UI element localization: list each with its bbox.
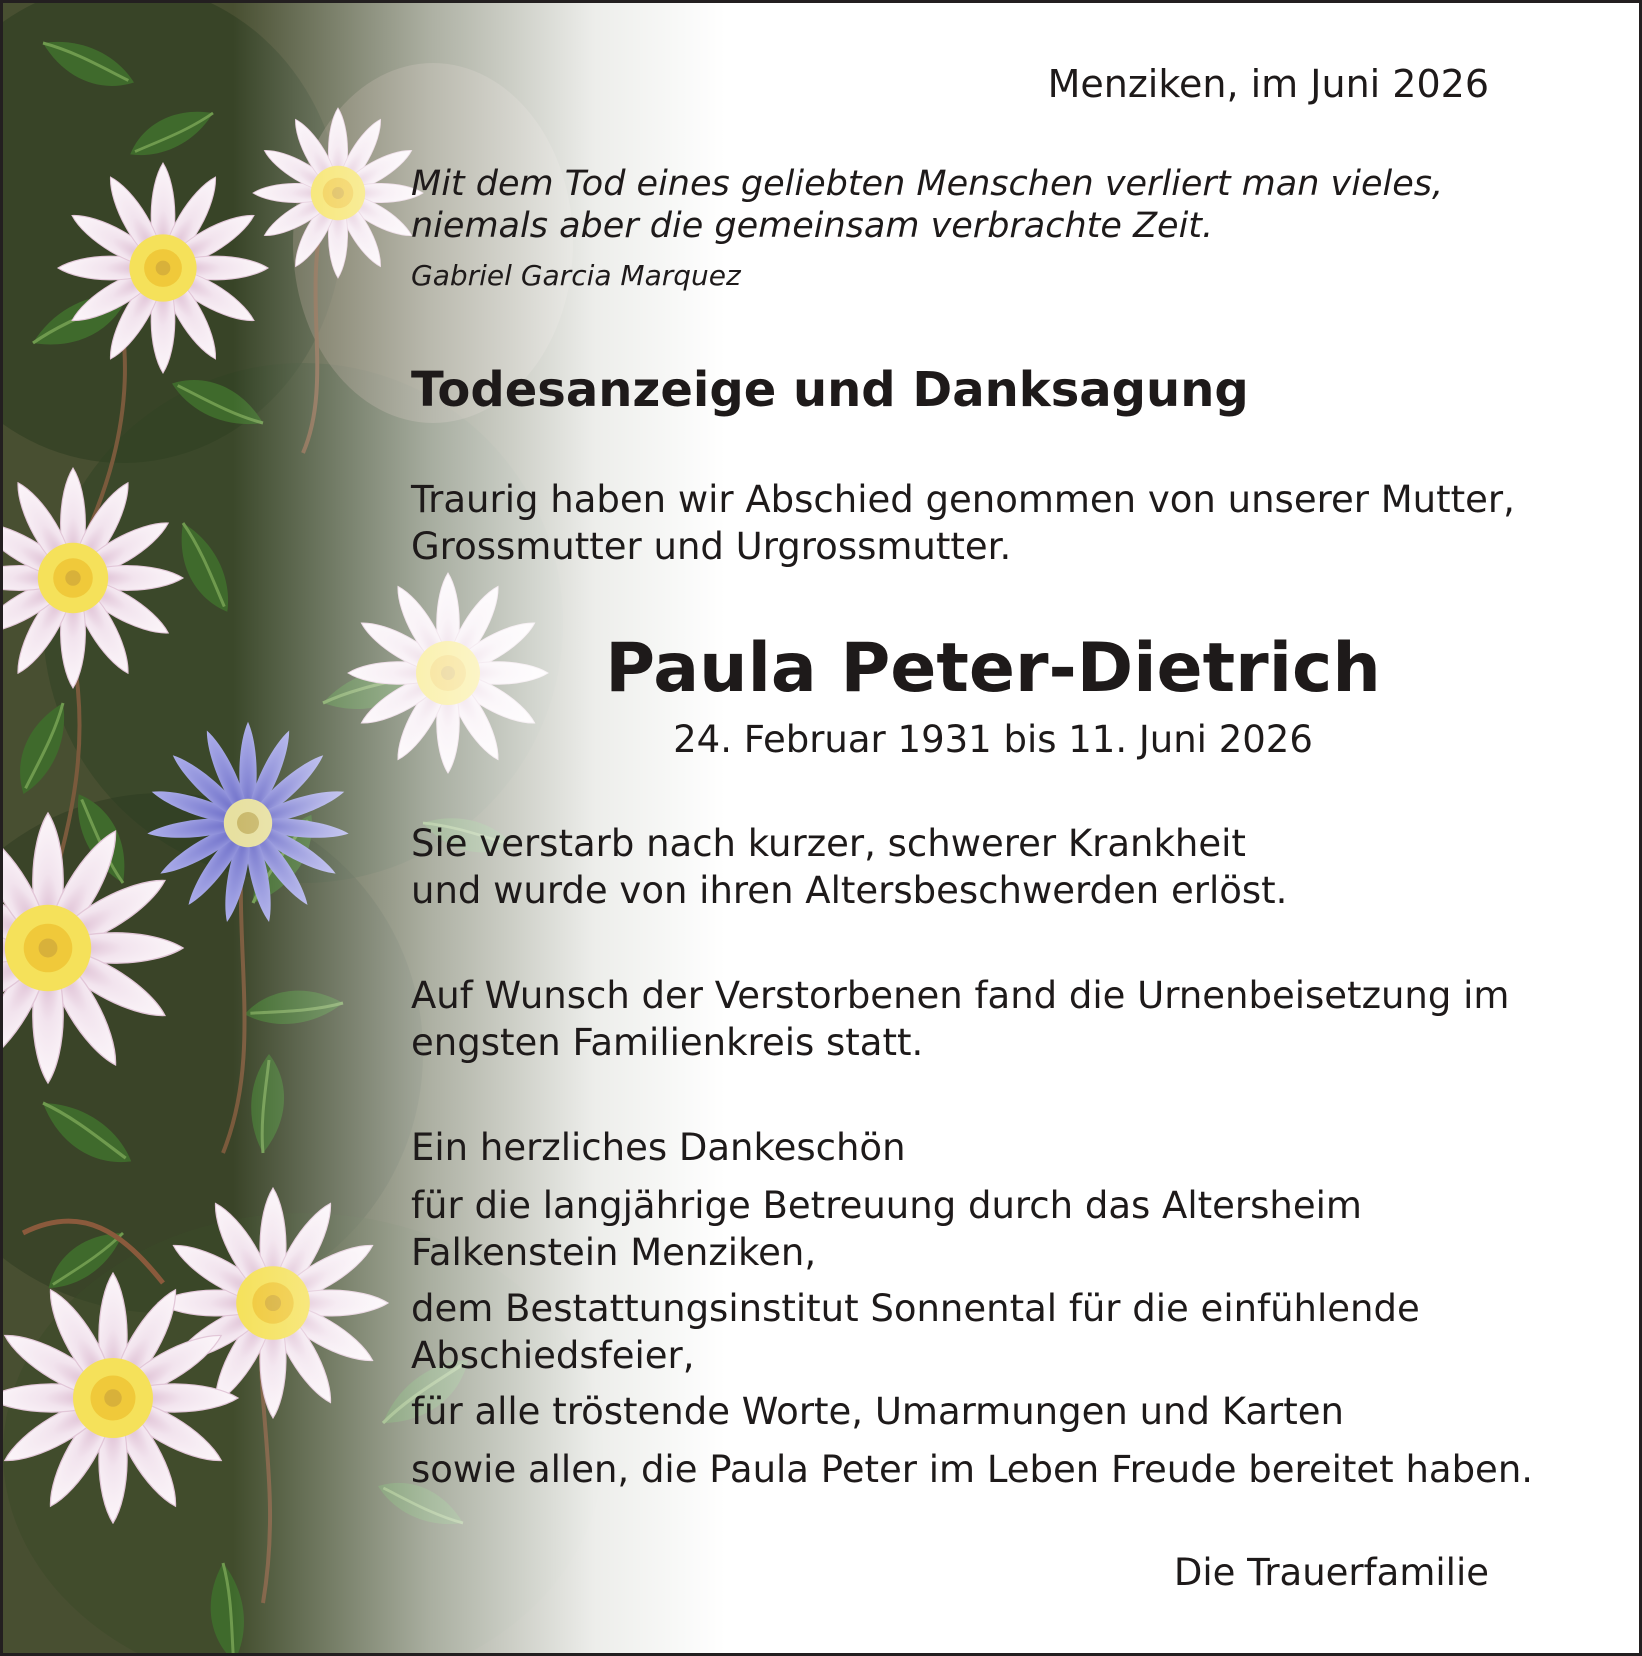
burial-paragraph — [411, 972, 1509, 1066]
thanks-item — [411, 1182, 1362, 1276]
place-and-date: Menziken, im Juni 2026 — [1047, 62, 1489, 106]
quote-line: Mit dem Tod eines geliebten Menschen verliert man vieles, — [411, 164, 1444, 204]
thanks-line: für die langjährige Betreuung durch das Altersheim — [411, 1184, 1362, 1227]
quote-author: Gabriel Garcia Marquez — [411, 259, 741, 292]
memorial-quote — [411, 163, 1443, 247]
burial-line: engsten Familienkreis statt. — [411, 1021, 924, 1064]
thanks-line: sowie allen, die Paula Peter im Leben Freude bereitet haben. — [411, 1448, 1534, 1491]
thanks-line: für alle tröstende Worte, Umarmungen und Karten — [411, 1390, 1344, 1433]
life-dates: 24. Februar 1931 bis 11. Juni 2026 — [673, 718, 1313, 761]
thanks-item — [411, 1446, 1533, 1493]
intro-line: Traurig haben wir Abschied genommen von unserer Mutter, — [411, 478, 1515, 521]
intro-line: Grossmutter und Urgrossmutter. — [411, 525, 1012, 568]
death-line: und wurde von ihren Altersbeschwerden erlöst. — [411, 869, 1288, 912]
thanks-line: Abschiedsfeier, — [411, 1334, 695, 1377]
deceased-name: Paula Peter-Dietrich — [605, 629, 1381, 708]
thanks-intro: Ein herzliches Dankeschön — [411, 1126, 906, 1169]
intro-paragraph — [411, 476, 1515, 570]
signature: Die Trauerfamilie — [1173, 1551, 1489, 1594]
thanks-item — [411, 1285, 1420, 1379]
notice-heading: Todesanzeige und Danksagung — [411, 362, 1249, 418]
death-line: Sie verstarb nach kurzer, schwerer Krankheit — [411, 822, 1246, 865]
quote-line: niemals aber die gemeinsam verbrachte Zeit. — [411, 206, 1214, 246]
thanks-line: Falkenstein Menziken, — [411, 1231, 817, 1274]
thanks-item — [411, 1388, 1344, 1435]
burial-line: Auf Wunsch der Verstorbenen fand die Urnenbeisetzung im — [411, 974, 1510, 1017]
death-paragraph — [411, 820, 1287, 914]
thanks-line: dem Bestattungsinstitut Sonnental für die einfühlende — [411, 1287, 1420, 1330]
